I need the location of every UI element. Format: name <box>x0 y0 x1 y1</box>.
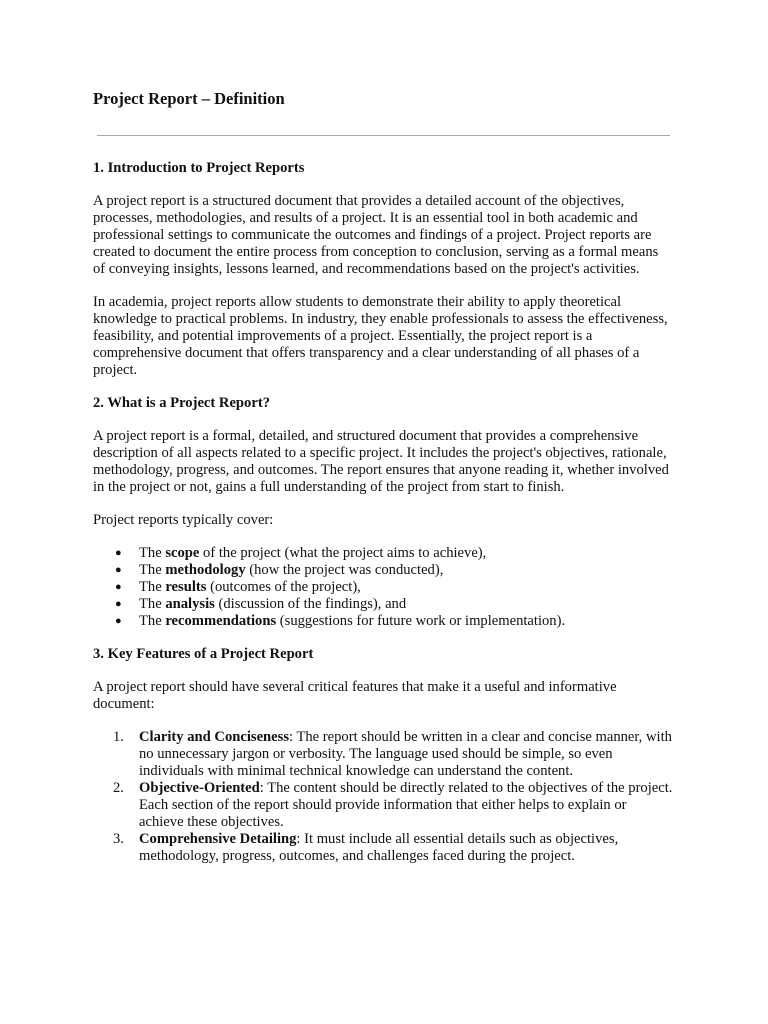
list-item: 3. Comprehensive Detailing: It must include all essential details such as objectives, methodology, progress, outcomes, and challenges faced during the project. <box>113 831 619 864</box>
bullet-icon: ● <box>115 564 122 576</box>
numbered-list <box>93 729 673 865</box>
list-item-term: methodology <box>165 562 246 578</box>
section-key-features <box>93 646 673 865</box>
list-number: 3. <box>113 831 124 847</box>
list-item: 1. Clarity and Conciseness: The report should be written in a clear and concise manner, with no unnecessary jargon or verbosity. The language used should be simple, so even individuals with minimal technical knowledge can understand the content. <box>113 729 672 779</box>
list-item: ● The results (outcomes of the project), <box>115 579 361 595</box>
list-item-term: Objective-Oriented <box>139 780 260 796</box>
horizontal-divider <box>97 135 670 136</box>
paragraph: A project report is a formal, detailed, and structured document that provides a comprehensive description of all aspects related to a specific project. It includes the project's objectives, rationale, methodology, progress, and outcomes. The report ensures that anyone reading it, whether involved in the project or not, gains a full understanding of the project from start to finish. <box>93 428 669 495</box>
list-item-term: analysis <box>165 596 215 612</box>
list-item: ● The scope of the project (what the project aims to achieve), <box>115 545 487 561</box>
list-item-term: recommendations <box>165 613 277 629</box>
paragraph: A project report should have several critical features that make it a useful and informative document: <box>93 679 617 712</box>
paragraph: In academia, project reports allow students to demonstrate their ability to apply theoretical knowledge to practical problems. In industry, they enable professionals to assess the effectiveness, feasibility, and potential improvements of a project. Essentially, the project report is a comprehensive document that offers transparency and a clear understanding of all phases of a project. <box>93 294 668 378</box>
document-body <box>93 160 673 881</box>
section-heading: 3. Key Features of a Project Report <box>93 646 314 662</box>
list-item-term: results <box>165 579 207 595</box>
bullet-icon: ● <box>115 598 122 610</box>
bullet-list <box>93 545 673 630</box>
section-what-is <box>93 395 673 630</box>
list-number: 2. <box>113 780 124 796</box>
list-item: ● The recommendations (suggestions for future work or implementation). <box>115 613 566 629</box>
paragraph: A project report is a structured document that provides a detailed account of the objectives, processes, methodologies, and results of a project. It is an essential tool in both academic and professional settings to communicate the outcomes and findings of a project. Project reports are created to document the entire process from conception to conclusion, serving as a formal means of conveying insights, lessons learned, and recommendations based on the project's activities. <box>93 193 659 277</box>
list-item: 2. Objective-Oriented: The content should be directly related to the objectives of the project. Each section of the report should provide information that either helps to explain or achieve these objectives. <box>113 780 673 830</box>
bullet-icon: ● <box>115 547 122 559</box>
list-item: ● The analysis (discussion of the findings), and <box>115 596 407 612</box>
section-introduction <box>93 160 673 379</box>
list-number: 1. <box>113 729 124 745</box>
page-title: Project Report – Definition <box>93 89 285 108</box>
list-item: ● The methodology (how the project was conducted), <box>115 562 444 578</box>
list-item-term: scope <box>165 545 200 561</box>
list-item-term: Clarity and Conciseness <box>139 729 289 745</box>
bullet-icon: ● <box>115 615 122 627</box>
bullet-icon: ● <box>115 581 122 593</box>
paragraph: Project reports typically cover: <box>93 512 274 528</box>
list-item-term: Comprehensive Detailing <box>139 831 297 847</box>
section-heading: 1. Introduction to Project Reports <box>93 160 305 176</box>
section-heading: 2. What is a Project Report? <box>93 395 270 411</box>
